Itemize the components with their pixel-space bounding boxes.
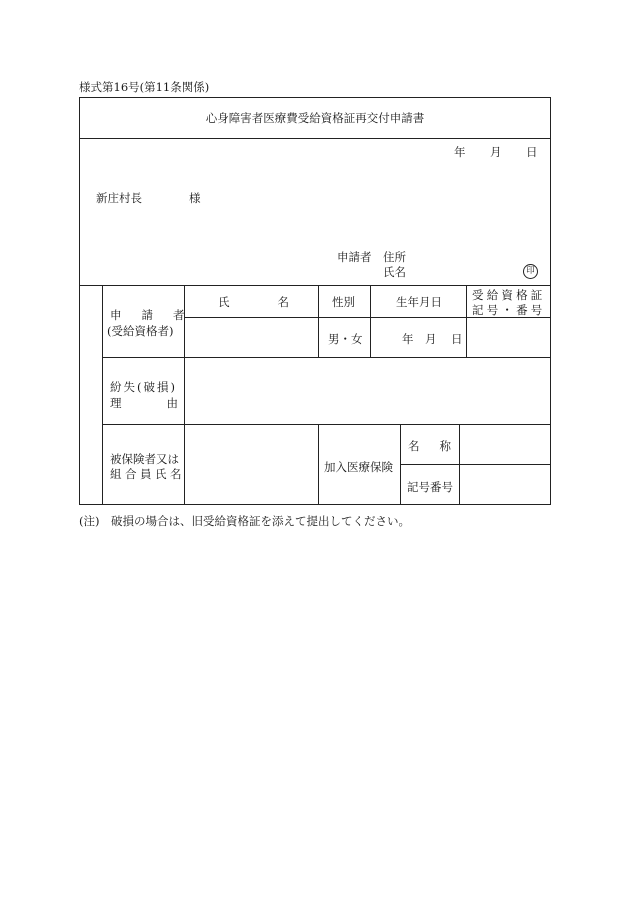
footnote: (注) 破損の場合は、旧受給資格証を添えて提出してください。 — [79, 514, 410, 528]
gender-birth-line — [370, 285, 371, 357]
applicant-address-label: 住所 — [383, 250, 406, 264]
header-divider — [80, 285, 550, 286]
header-birthdate: 生年月日 — [396, 295, 442, 309]
birth-year: 年 — [402, 332, 414, 346]
applicant-label: 申請者 — [337, 250, 372, 264]
insurance-label: 加入医療保険 — [324, 460, 393, 474]
gender-options: 男・女 — [328, 332, 363, 346]
applicant-row-line — [102, 357, 550, 358]
left-margin-line — [102, 285, 103, 504]
birth-day: 日 — [451, 332, 463, 346]
addressee-name: 新庄村長 — [96, 191, 142, 205]
insured-line1: 被保険者又は — [110, 452, 179, 466]
header-cert-line2: 記号・番号 — [472, 303, 546, 317]
form-title: 心身障害者医療費受給資格証再交付申請書 — [205, 111, 425, 125]
application-form — [79, 97, 551, 505]
form-number: 様式第16号(第11条関係) — [79, 80, 210, 94]
header-cert-line1: 受給資格証 — [472, 288, 546, 302]
birth-month: 月 — [425, 332, 437, 346]
insured-line2: 組合員氏名 — [110, 467, 185, 481]
date-year: 年 — [454, 145, 466, 159]
insured-insurance-line — [318, 424, 319, 504]
applicant-section-sub: (受給資格者) — [107, 324, 174, 338]
applicant-name-label: 氏名 — [383, 265, 406, 279]
date-day: 日 — [526, 145, 538, 159]
applicant-section-label — [110, 307, 205, 323]
title-divider — [80, 138, 550, 139]
date-month: 月 — [490, 145, 502, 159]
insurance-mid-line — [400, 464, 550, 465]
birth-cert-line — [466, 285, 467, 357]
loss-reason-line1: 紛失(破損) — [110, 380, 177, 394]
applicant-section-text: 申請者 — [110, 308, 205, 322]
header-name: 氏名 — [218, 295, 337, 309]
insurance-number-label: 記号番号 — [407, 480, 453, 494]
header-gender: 性別 — [332, 295, 355, 309]
addressee-honorific: 様 — [189, 191, 201, 205]
loss-reason-line2: 理由 — [110, 396, 223, 410]
seal-mark: 印 — [523, 264, 538, 279]
reason-row-line — [102, 424, 550, 425]
insurance-name-label: 名称 — [408, 439, 471, 453]
